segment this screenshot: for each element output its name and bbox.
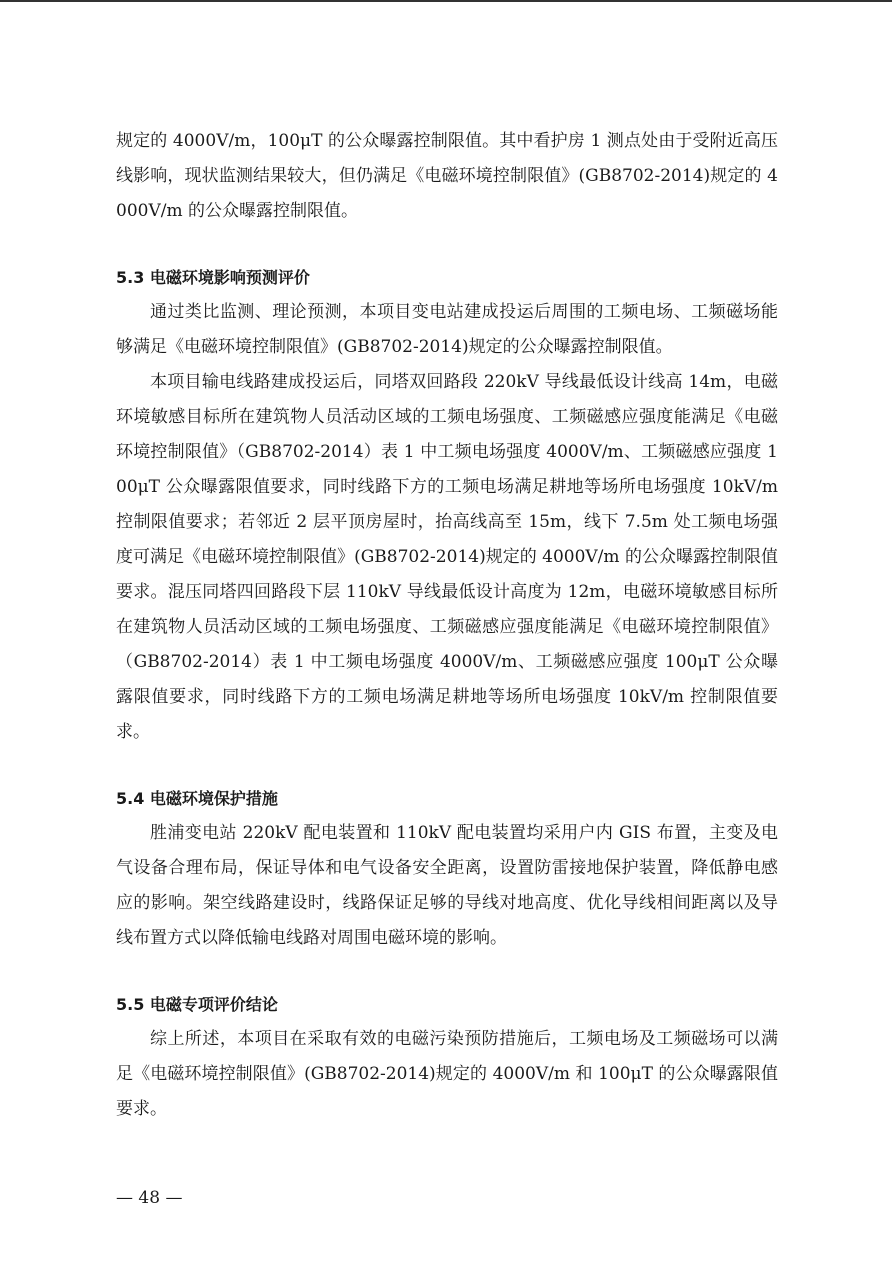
body-paragraph: 综上所述，本项目在采取有效的电磁污染预防措施后，工频电场及工频磁场可以满足《电磁环境控制限值》(GB8702-2014)规定的 4000V/m 和 100μT 的公众曝露限值要求。 — [116, 1029, 778, 1119]
page-number: — 48 — — [116, 1188, 183, 1208]
section-5-4 — [116, 781, 778, 956]
body-paragraph: 本项目输电线路建成投运后，同塔双回路段 220kV 导线最低设计线高 14m，电磁环境敏感目标所在建筑物人员活动区域的工频电场强度、工频磁感应强度能满足《电磁环境控制限值》（GB8702-2014）表 1 中工频电场强度 4000V/m、工频磁感应强度 100μT 公众曝露限值要求，同时线路下方的工频电场满足耕地等场所电场强度 10kV/m 控制限值要求；若邻近 2 层平顶房屋时，抬高线高至 15m，线下 7.5m 处工频电场强度可满足《电磁环境控制限值》(GB8702-2014)规定的 4000V/m 的公众曝露控制限值要求。混压同塔四回路段下层 110kV 导线最低设计高度为 12m，电磁环境敏感目标所在建筑物人员活动区域的工频电场强度、工频磁感应强度能满足《电磁环境控制限值》（GB8702-2014）表 1 中工频电场强度 4000V/m、工频磁感应强度 100μT 公众曝露限值要求，同时线路下方的工频电场满足耕地等场所电场强度 10kV/m 控制限值要求。 — [116, 372, 778, 742]
body-paragraph: 通过类比监测、理论预测，本项目变电站建成投运后周围的工频电场、工频磁场能够满足《电磁环境控制限值》(GB8702-2014)规定的公众曝露控制限值。 — [116, 302, 778, 357]
body-paragraph: 胜浦变电站 220kV 配电装置和 110kV 配电装置均采用户内 GIS 布置，主变及电气设备合理布局，保证导体和电气设备安全距离，设置防雷接地保护装置，降低静电感应的影响。架空线路建设时，线路保证足够的导线对地高度、优化导线相间距离以及导线布置方式以降低输电线路对周围电磁环境的影响。 — [116, 823, 778, 948]
section-spacer — [116, 750, 778, 781]
section-heading: 5.4 电磁环境保护措施 — [116, 789, 278, 808]
section-spacer — [116, 229, 778, 260]
section-heading: 5.3 电磁环境影响预测评价 — [116, 268, 310, 287]
section-heading: 5.5 电磁专项评价结论 — [116, 995, 278, 1014]
section-5-5 — [116, 987, 778, 1127]
intro-continuation-paragraph: 规定的 4000V/m，100μT 的公众曝露控制限值。其中看护房 1 测点处由于受附近高压线影响，现状监测结果较大，但仍满足《电磁环境控制限值》(GB8702-2014)规定的 4000V/m 的公众曝露控制限值。 — [116, 131, 778, 221]
section-5-3 — [116, 260, 778, 750]
document-body — [116, 124, 778, 1127]
top-border-line — [0, 0, 892, 2]
section-spacer — [116, 956, 778, 987]
